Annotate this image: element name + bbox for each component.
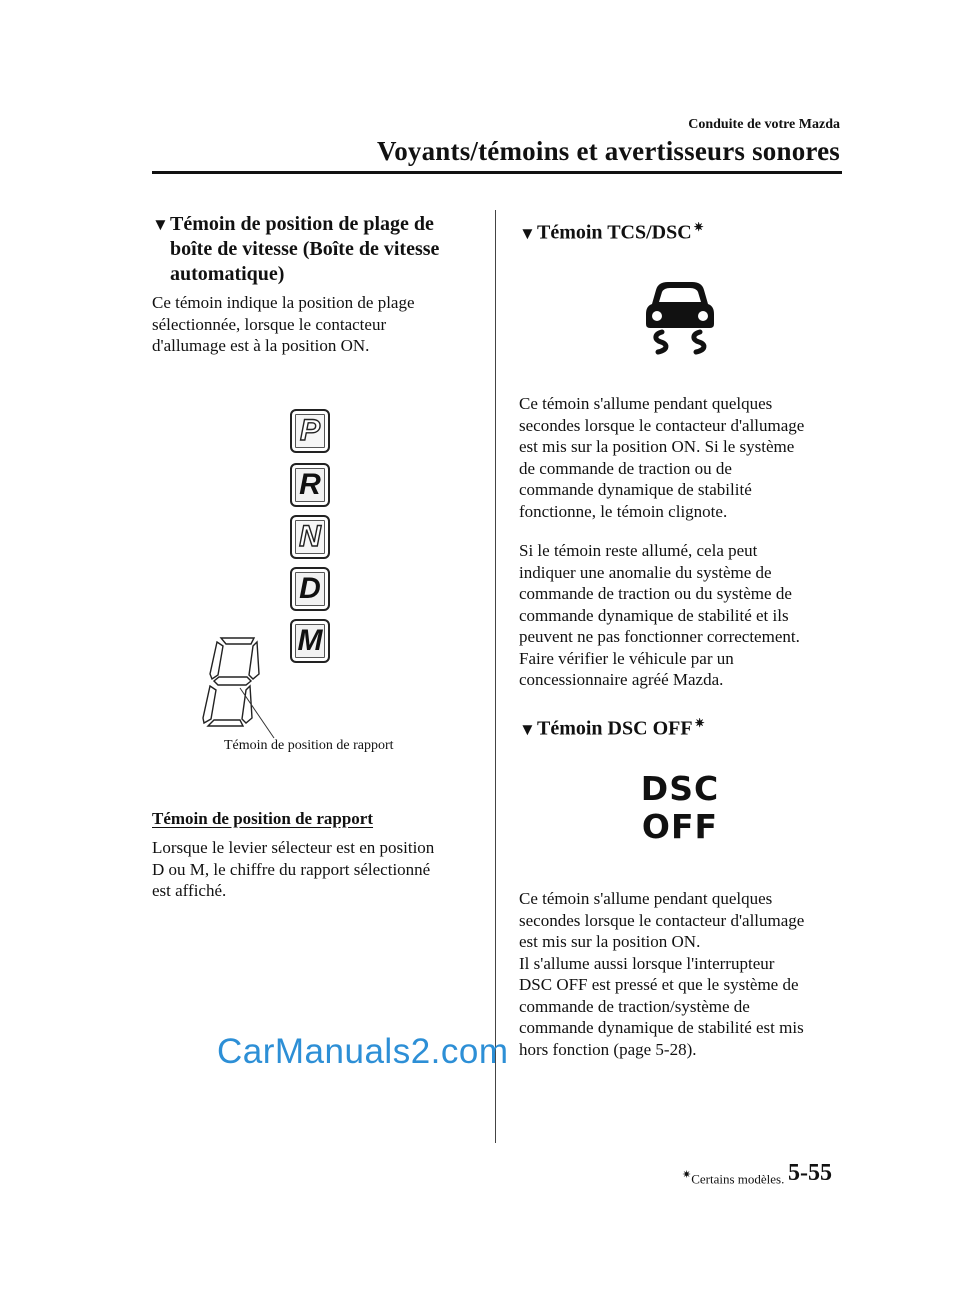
header-divider [152,171,842,174]
page-number: 5-55 [788,1160,832,1186]
footer-note: ✷Certains modèles. [682,1169,785,1187]
triangle-bullet-icon: ▼ [519,223,536,243]
triangle-bullet-icon: ▼ [152,215,169,234]
tcs-dsc-paragraph-2: Si le témoin reste allumé, cela peut indiquer une anomalie du système de commande de traction ou du système de commande dynamique de stabilité et ils peuvent ne pas fonctionner correctement. Faire vérifier le véhicule par un concessionnaire agréé Mazda. [519,541,800,689]
dsc-off-icon: DSC OFF [640,769,720,846]
gear-range-heading: ▼Témoin de position de plage de boîte de vitesse (Boîte de vitesse automatique) [152,213,440,285]
gear-m-indicator: M [290,619,330,663]
triangle-bullet-icon: ▼ [519,719,536,739]
section-title: Voyants/témoins et avertisseurs sonores [376,136,840,166]
asterisk-icon: ✷ [682,1169,692,1181]
gear-d-indicator: D [290,567,330,611]
asterisk-icon: ✷ [694,716,705,730]
dsc-off-paragraph: Ce témoin s'allume pendant quelques secondes lorsque le contacteur d'allumage est mis sur la position ON. Il s'allume aussi lorsque l'interrupteur DSC OFF est pressé et que le système de commande de traction/système de commande dynamique de stabilité est mis hors fonction (page 5-28). [519,889,805,1059]
column-divider [495,210,496,1143]
figure-caption: Témoin de position de rapport [224,738,394,753]
gear-position-text: Lorsque le levier sélecteur est en position D ou M, le chiffre du rapport sélectionné est affiché. [152,838,435,900]
gear-p-indicator: P [290,409,330,453]
chapter-label: Conduite de votre Mazda [688,117,840,132]
tcs-dsc-heading: ▼Témoin TCS/DSC ✷ [519,220,704,244]
asterisk-icon: ✷ [693,220,704,234]
gear-n-indicator: N [290,515,330,559]
tcs-dsc-paragraph-1: Ce témoin s'allume pendant quelques secondes lorsque le contacteur d'allumage est mis sur la position ON. Si le système de commande de traction ou de commande dynamique de stabilité fonctionne, le témoin clignote. [519,394,805,521]
tcs-dsc-warning-icon [642,280,718,356]
dsc-off-heading: ▼Témoin DSC OFF ✷ [519,716,705,740]
gear-range-intro: Ce témoin indique la position de plage sélectionnée, lorsque le contacteur d'allumage est à la position ON. [152,293,415,355]
gear-position-subheading: Témoin de position de rapport [152,809,374,828]
watermark-logo: CarManuals2.com [217,1032,509,1071]
gear-r-indicator: R [290,463,330,507]
callout-line [240,688,274,738]
seven-segment-gear-icon [190,630,280,740]
